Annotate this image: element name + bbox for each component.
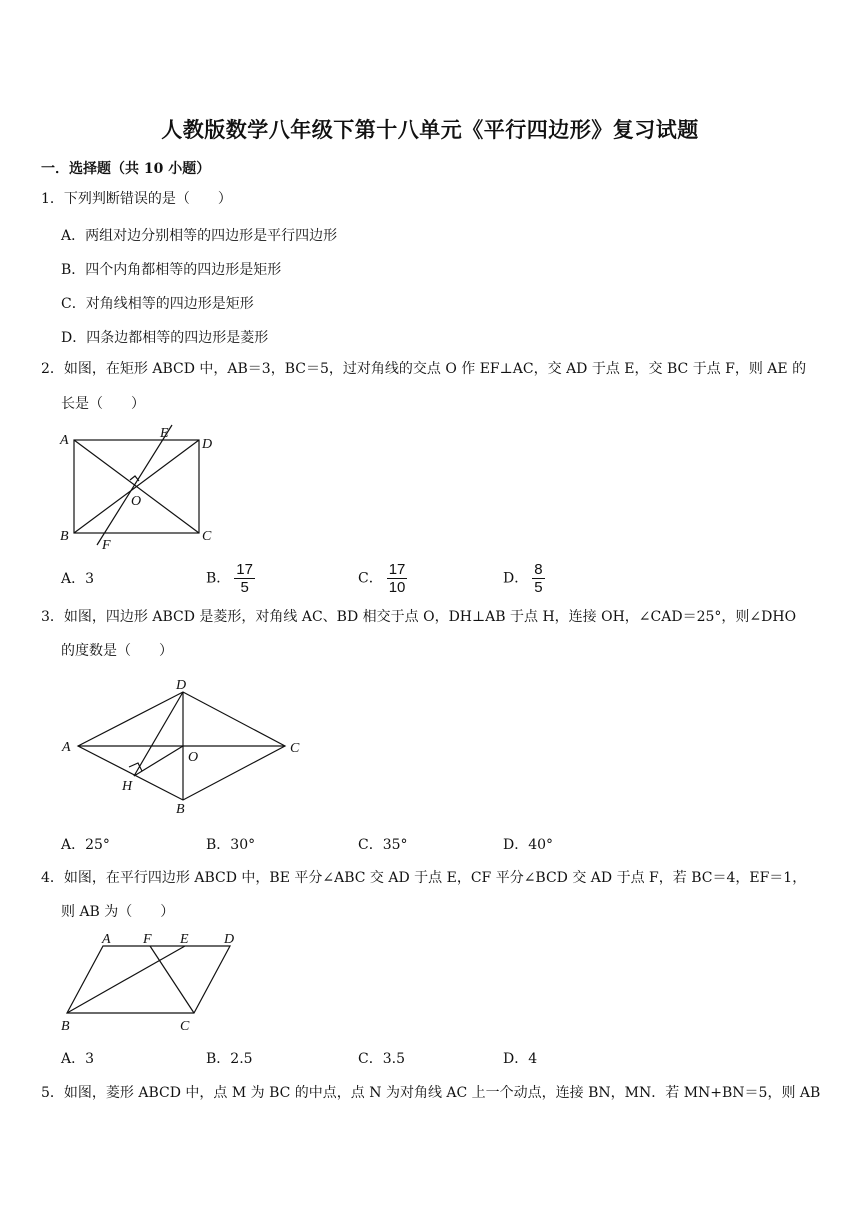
question-4-option-a: A．3 — [61, 1051, 95, 1067]
question-4-option-c: C．3.5 — [358, 1051, 405, 1067]
label-a: A — [102, 932, 111, 947]
label-f: F — [102, 538, 111, 553]
question-3-stem-line-2: 的度数是（ ） — [61, 643, 173, 659]
question-2-option-c: C． $\frac{17}{10}$ — [358, 561, 406, 596]
question-2-option-a: A．3 — [61, 571, 95, 587]
question-2-stem-line-1: 2．如图，在矩形 ABCD 中，AB＝3，BC＝5，过对角线的交点 O 作 EF⊥AC，交 AD 于点 E，交 BC 于点 F，则 AE 的 — [41, 361, 807, 377]
question-1-option-b: B．四个内角都相等的四边形是矩形 — [61, 262, 282, 278]
label-o: O — [131, 494, 142, 509]
label-b: B — [176, 802, 185, 817]
label-b: B — [60, 529, 69, 544]
label-d: D — [176, 678, 187, 693]
question-4-stem-line-2: 则 AB 为（ ） — [61, 904, 175, 920]
section-heading: 一．选择题（共 10 小题） — [41, 161, 211, 177]
label-f: F — [143, 932, 152, 947]
question-3-option-a: A．25° — [61, 837, 110, 853]
question-3-option-d: D．40° — [503, 837, 554, 853]
question-3-option-b: B．30° — [206, 837, 256, 853]
question-1-option-c: C．对角线相等的四边形是矩形 — [61, 296, 254, 312]
label-h: H — [122, 779, 133, 794]
question-1-option-d: D．四条边都相等的四边形是菱形 — [61, 330, 269, 346]
segment-cf — [150, 946, 194, 1013]
label-d: D — [202, 437, 213, 452]
page-title: 人教版数学八年级下第十八单元《平行四边形》复习试题 — [161, 117, 699, 142]
label-a: A — [60, 433, 69, 448]
question-1-stem: 1．下列判断错误的是（ ） — [41, 191, 232, 207]
label-c: C — [202, 529, 212, 544]
label-o: O — [188, 750, 199, 765]
question-4-option-d: D．4 — [503, 1051, 538, 1067]
question-2-option-d: D． $\frac{8}{5}$ — [503, 561, 543, 596]
label-e: E — [160, 426, 169, 441]
label-a: A — [62, 740, 71, 755]
label-d: D — [224, 932, 235, 947]
label-e: E — [180, 932, 189, 947]
parallelogram-abcd — [67, 946, 230, 1013]
question-3-option-c: C．35° — [358, 837, 408, 853]
question-4-stem-line-1: 4．如图，在平行四边形 ABCD 中，BE 平分∠ABC 交 AD 于点 E，CF 平分∠BCD 交 AD 于点 F，若 BC＝4，EF＝1， — [41, 870, 807, 886]
question-4-option-b: B．2.5 — [206, 1051, 253, 1067]
label-c: C — [180, 1019, 190, 1034]
label-b: B — [61, 1019, 70, 1034]
question-2-stem-line-2: 长是（ ） — [61, 396, 145, 412]
question-3-stem-line-1: 3．如图，四边形 ABCD 是菱形，对角线 AC、BD 相交于点 O，DH⊥AB 于点 H，连接 OH，∠CAD＝25°，则∠DHO — [41, 609, 797, 625]
question-1-option-a: A．两组对边分别相等的四边形是平行四边形 — [61, 228, 338, 244]
label-c: C — [290, 741, 300, 756]
question-2-option-b: B． $\frac{17}{5}$ — [206, 561, 253, 596]
question-5-stem-line-1: 5．如图，菱形 ABCD 中，点 M 为 BC 的中点，点 N 为对角线 AC 上一个动点，连接 BN，MN．若 MN+BN＝5，则 AB — [41, 1085, 821, 1101]
